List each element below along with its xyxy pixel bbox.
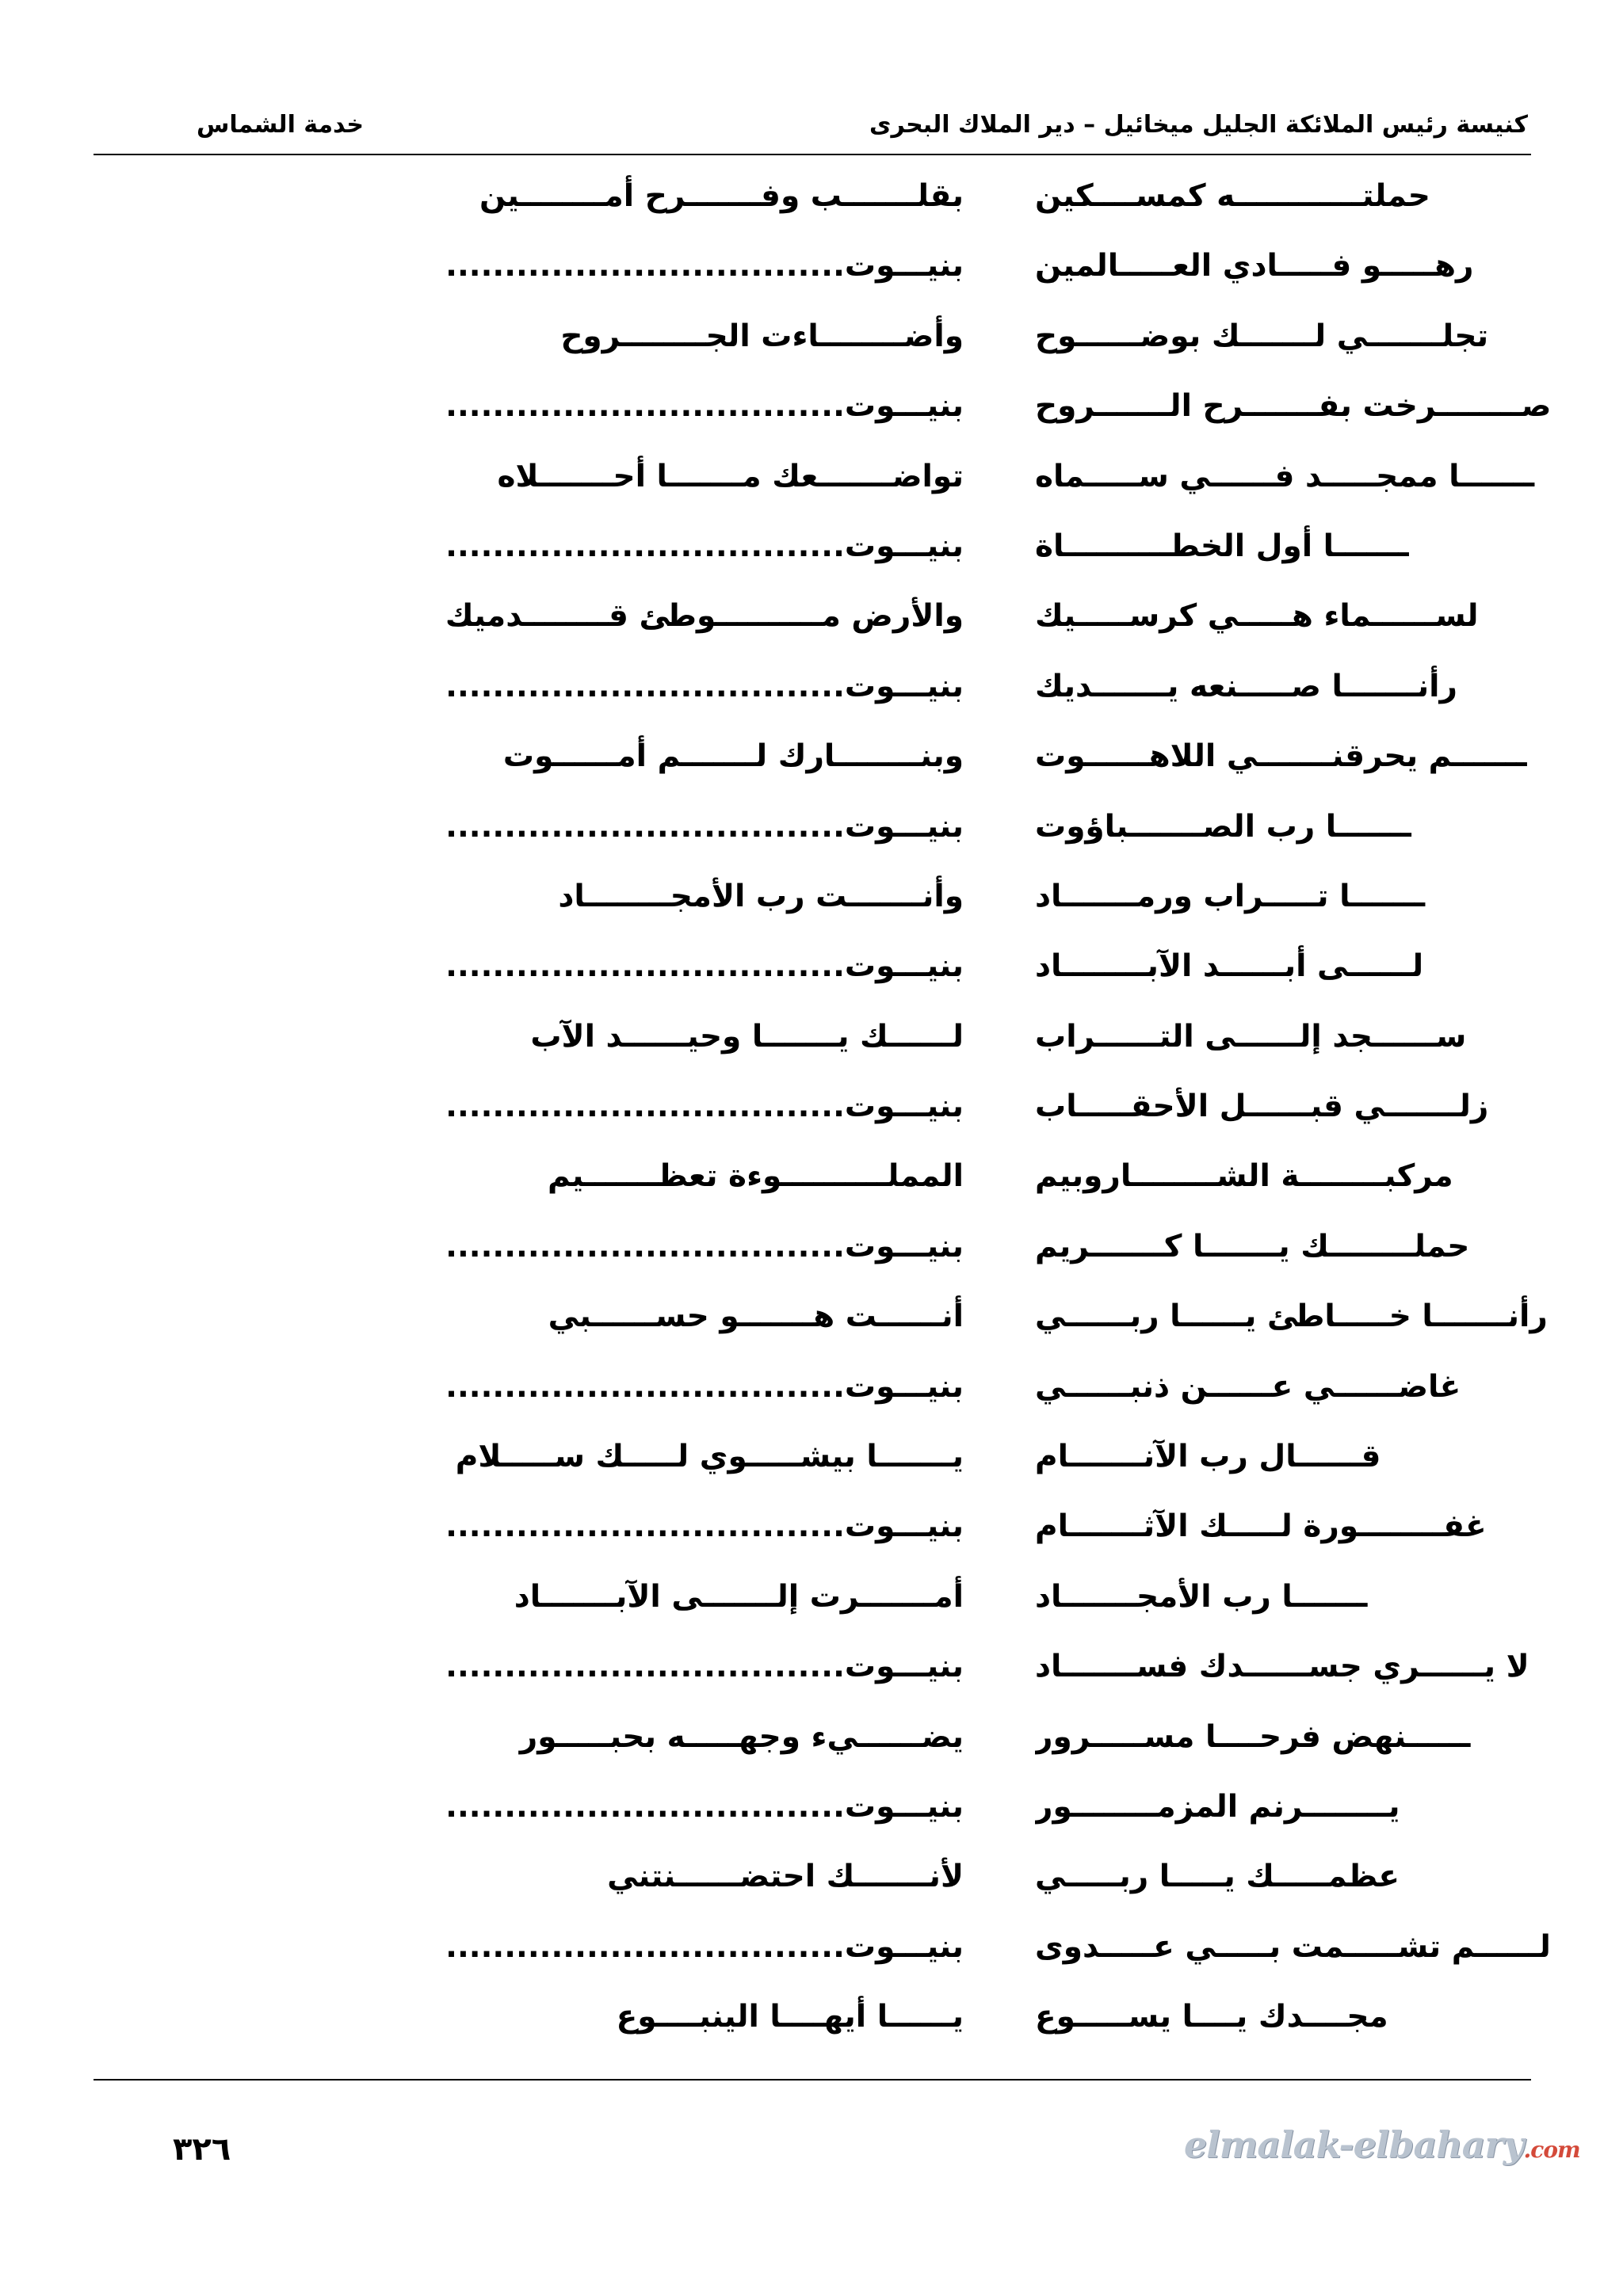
verse-right-hemistich: ـــــــا تـــــراب ورمـــــــاد xyxy=(1035,878,1426,914)
footer-divider xyxy=(94,2079,1531,2081)
verse-right-hemistich: ســــــجد إلــــــى التــــــراب xyxy=(1035,1018,1467,1055)
verse-row xyxy=(0,1779,1623,1848)
verse-left-hemistich: بنيـــوت.................................. xyxy=(445,668,964,704)
verse-right-hemistich: لــــــم تشـــــمت بـــــي عـــــدوى xyxy=(1035,1928,1551,1965)
verse-left-hemistich: بنيـــوت.................................. xyxy=(445,1788,964,1825)
verse-row xyxy=(0,799,1623,868)
verse-right-hemistich: صــــــــرخت بفـــــــرح الـــــــروح xyxy=(1035,388,1552,425)
verse-right-hemistich: تجلـــــــي لـــــــك بوضــــــوح xyxy=(1035,318,1489,354)
verse-left-hemistich: يـــــــا بيشـــــوي لـــــك ســـــلام xyxy=(455,1439,964,1475)
page-header-section: خدمة الشماس xyxy=(197,111,365,139)
verse-left-hemistich: وأضــــــــاءت الجــــــــروح xyxy=(560,318,964,354)
verse-left-hemistich: المملــــــــــوءة تعظـــــــيم xyxy=(548,1158,964,1195)
verse-row xyxy=(0,1359,1623,1428)
verse-left-hemistich: بنيـــوت.................................. xyxy=(445,948,964,985)
verse-left-hemistich: بنيـــوت.................................. xyxy=(445,528,964,564)
verse-left-hemistich: بنيـــوت.................................. xyxy=(445,1368,964,1405)
page-header-title: كنيسة رئيس الملائكة الجليل ميخائيل – دير الملاك البحرى xyxy=(869,111,1528,139)
verse-left-hemistich: بنيـــوت.................................. xyxy=(445,1928,964,1965)
verse-left-hemistich: أنــــــت هـــــــو حســــــبي xyxy=(548,1299,964,1335)
verse-right-hemistich: لــــــى أبــــــد الآبــــــــاد xyxy=(1035,948,1424,985)
verse-row xyxy=(0,308,1623,378)
verse-right-hemistich: عظمـــــك يـــــا ربـــــي xyxy=(1035,1859,1400,1895)
watermark-tld: .com xyxy=(1523,2137,1580,2163)
verse-row xyxy=(0,1219,1623,1288)
verse-row xyxy=(0,868,1623,938)
verse-row xyxy=(0,238,1623,307)
verse-right-hemistich: رأنـــــــا صـــــنعه يـــــــديك xyxy=(1035,668,1457,704)
verse-row xyxy=(0,938,1623,1008)
verse-right-hemistich: حملتــــــــــــه كمســــكين xyxy=(1035,178,1430,214)
verse-row xyxy=(0,1498,1623,1568)
verse-right-hemistich: مركبــــــــة الشــــــــاروبيم xyxy=(1035,1158,1453,1195)
verse-row xyxy=(0,1078,1623,1148)
verse-right-hemistich: ـــــــا ممجـــــد فــــــي ســـــماه xyxy=(1035,458,1535,494)
verse-row xyxy=(0,1009,1623,1078)
verse-right-hemistich: ـــــــا رب الصـــــــباؤوت xyxy=(1035,808,1411,845)
verse-left-hemistich: وبنــــــــارك لـــــــم أمــــــوت xyxy=(502,738,964,775)
verse-right-hemistich: لســــــماء هـــــي كرســـــيك xyxy=(1035,598,1479,635)
verse-right-hemistich: قــــــال رب الآنـــــــام xyxy=(1035,1439,1381,1475)
verse-left-hemistich: لأنـــــــك احتضــــــنتني xyxy=(607,1859,964,1895)
verse-left-hemistich: بنيـــوت.................................. xyxy=(445,808,964,845)
verse-left-hemistich: بنيـــوت.................................. xyxy=(445,248,964,284)
verse-left-hemistich: بنيـــوت.................................. xyxy=(445,388,964,425)
watermark-text: elmalak-elbahary xyxy=(1184,2123,1524,2166)
verse-right-hemistich: غاضــــــي عــــــن ذنبــــــي xyxy=(1035,1368,1461,1405)
verse-row xyxy=(0,1569,1623,1638)
verse-row xyxy=(0,1848,1623,1918)
verse-row xyxy=(0,1919,1623,1989)
verse-right-hemistich: ــــــنهض فرحــــا مســـــرور xyxy=(1035,1718,1471,1755)
verse-right-hemistich: مجــــدك يــــا يســـــوع xyxy=(1035,1999,1388,2035)
verse-row xyxy=(0,1709,1623,1779)
verse-left-hemistich: يضــــــيء وجهـــــه بحبـــــور xyxy=(519,1718,964,1755)
verse-right-hemistich: لا يــــــري جســــــدك فســـــــاد xyxy=(1035,1649,1529,1685)
verse-left-hemistich: أمـــــــرت إلـــــــى الآبـــــــاد xyxy=(514,1578,964,1615)
watermark-logo xyxy=(1184,2123,1580,2166)
verse-row xyxy=(0,378,1623,448)
verse-row xyxy=(0,1428,1623,1498)
verse-row xyxy=(0,1638,1623,1708)
page-number: ٣٢٦ xyxy=(173,2131,231,2168)
verse-row xyxy=(0,448,1623,518)
verse-left-hemistich: يــــــا أيهــــا الينبــــوع xyxy=(616,1999,964,2035)
verse-right-hemistich: رأنـــــــا خـــــاطئ يــــــا ربــــــي xyxy=(1035,1299,1548,1335)
verse-row xyxy=(0,588,1623,658)
verse-right-hemistich: زلـــــــي قبــــــل الأحقـــــاب xyxy=(1035,1089,1489,1125)
verse-row xyxy=(0,658,1623,728)
verse-right-hemistich: يــــــــرنم المزمــــــــور xyxy=(1035,1788,1400,1825)
verse-left-hemistich: والأرض مــــــــــوطئ قــــــــدميك xyxy=(445,598,964,635)
verse-right-hemistich: غفــــــــورة لـــــك الآثـــــــام xyxy=(1035,1508,1487,1545)
verse-row xyxy=(0,168,1623,238)
verse-right-hemistich: ـــــــا أول الخطــــــــــاة xyxy=(1035,528,1409,564)
verse-left-hemistich: بنيـــوت.................................. xyxy=(445,1649,964,1685)
verse-left-hemistich: وأنـــــــت رب الأمجــــــــاد xyxy=(558,878,964,914)
verse-row xyxy=(0,1989,1623,2058)
verse-row xyxy=(0,1148,1623,1218)
verse-row xyxy=(0,1288,1623,1358)
verse-left-hemistich: تواضـــــــعك مـــــــا أحـــــــلاه xyxy=(497,458,964,494)
verse-right-hemistich: ـــــــا رب الأمجـــــــاد xyxy=(1035,1578,1368,1615)
verse-left-hemistich: بقلـــــــب وفـــــــرح أمــــــــين xyxy=(479,178,964,214)
verse-right-hemistich: حملــــــــك يـــــــا كـــــــريم xyxy=(1035,1228,1470,1264)
verse-right-hemistich: ـــــــم يحرقنـــــــي اللاهــــــوت xyxy=(1035,738,1527,775)
verse-left-hemistich: بنيـــوت.................................. xyxy=(445,1089,964,1125)
verse-left-hemistich: بنيـــوت.................................. xyxy=(445,1508,964,1545)
header-divider xyxy=(94,154,1531,155)
verse-row xyxy=(0,728,1623,798)
verse-right-hemistich: رهـــــو فـــــادي العـــــالمين xyxy=(1035,248,1474,284)
verse-left-hemistich: لــــــك يـــــــا وحيــــــد الآب xyxy=(530,1018,964,1055)
verse-row xyxy=(0,518,1623,588)
verse-left-hemistich: بنيـــوت.................................. xyxy=(445,1228,964,1264)
verse-list xyxy=(0,168,1623,2069)
